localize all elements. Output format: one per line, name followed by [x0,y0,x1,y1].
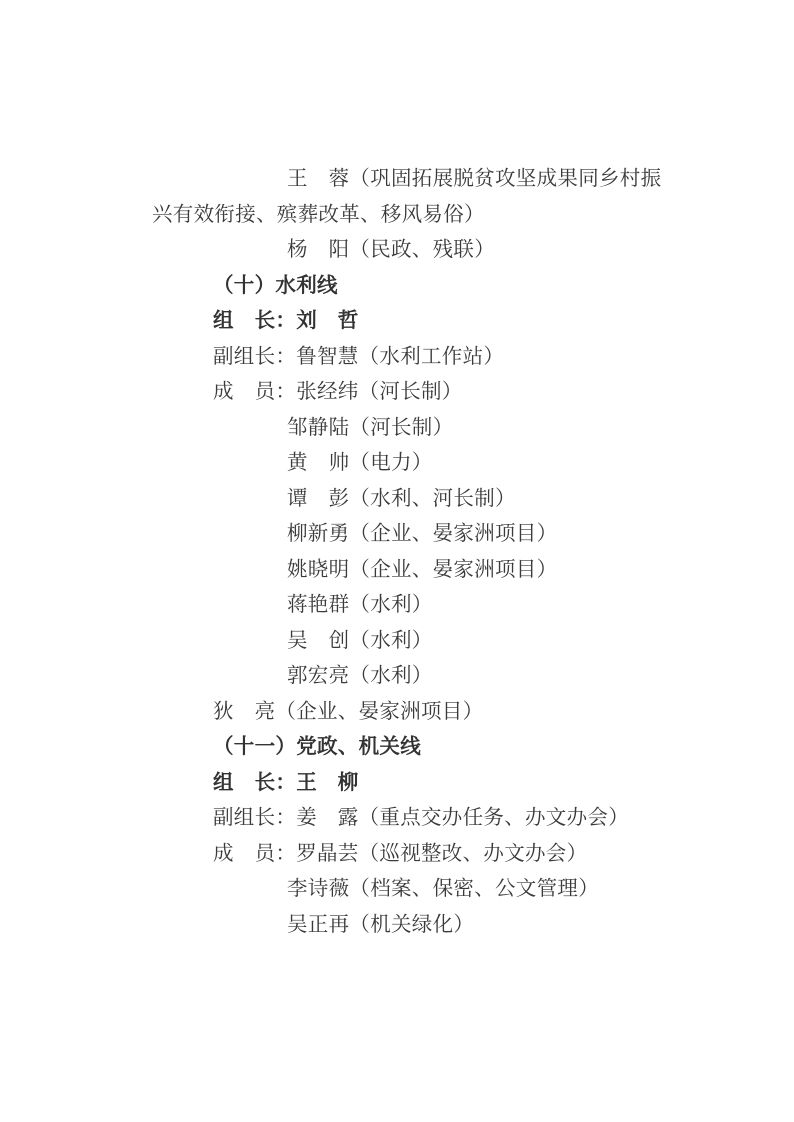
members-first-line: 成 员：罗晶芸（巡视整改、办文办会） [213,842,588,865]
section-heading-10: （十）水利线 [213,274,338,297]
member-name-line: 杨 阳（民政、残联） [287,239,495,261]
member-name-line: 吴正再（机关绿化） [287,913,475,936]
member-name-line: 吴 创（水利） [287,629,433,652]
member-name-line: 狄 亮（企业、晏家洲项目） [213,700,484,723]
member-name-line: 王 蓉（巩固拓展脱贫攻坚成果同乡村振 [287,168,662,190]
group-leader-line: 组 长：刘 哲 [213,310,359,332]
member-name-line: 蒋艳群（水利） [287,594,433,616]
group-leader-line: 组 长：王 柳 [213,771,359,794]
deputy-leader-line: 副组长：姜 露（重点交办任务、办文办会） [213,807,629,829]
section-heading-11: （十一）党政、机关线 [213,736,421,758]
members-first-line: 成 员：张经纬（河长制） [213,381,463,403]
document-content [0,162,794,943]
member-name-line: 姚晓明（企业、晏家洲项目） [287,558,558,581]
member-name-line: 郭宏亮（水利） [287,665,433,687]
paragraph-wrap-line: 兴有效衔接、殡葬改革、移风易俗） [152,203,485,226]
member-name-line: 邹静陆（河长制） [287,416,454,439]
deputy-leader-line: 副组长：鲁智慧（水利工作站） [213,345,505,368]
member-name-line: 谭 彭（水利、河长制） [287,487,516,510]
member-name-line: 李诗薇（档案、保密、公文管理） [287,878,599,900]
member-name-line: 柳新勇（企业、晏家洲项目） [287,523,558,545]
member-name-line: 黄 帅（电力） [287,452,433,474]
